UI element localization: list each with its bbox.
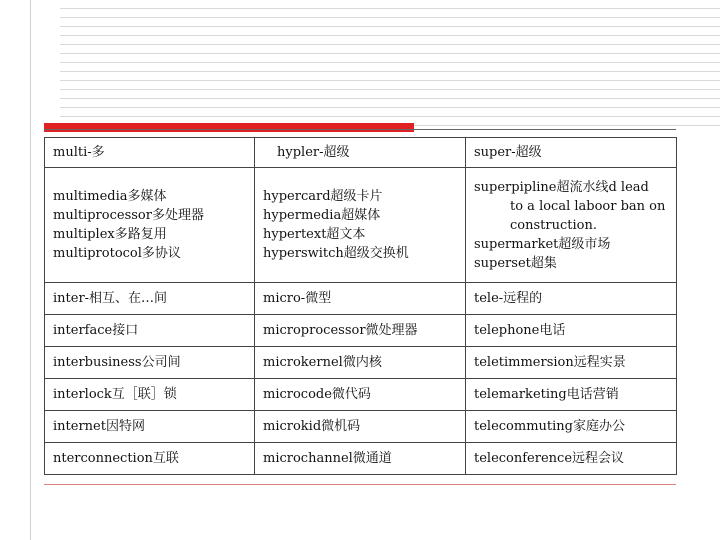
- table-cell: interlock互［联］锁: [45, 379, 255, 411]
- left-margin-line: [30, 0, 31, 540]
- table-cell: nterconnection互联: [45, 443, 255, 475]
- table-cell: telephone电话: [466, 315, 677, 347]
- header-label-hyper: hypler-超级: [277, 145, 350, 160]
- background-rule-lines: [0, 0, 720, 130]
- red-accent-bar: [44, 123, 414, 132]
- top-divider: [44, 129, 676, 130]
- table-cell: internet因特网: [45, 411, 255, 443]
- list-item: superset超集: [474, 255, 557, 271]
- table-cell: microkid微机码: [255, 411, 466, 443]
- list-item: supermarket超级市场: [474, 236, 611, 252]
- super-examples-cell: [466, 168, 677, 283]
- vocabulary-table: [44, 137, 677, 475]
- list-item: hypercard超级卡片: [263, 189, 383, 204]
- list-item: construction.: [510, 217, 597, 233]
- table-row-prefix-examples: [45, 168, 677, 283]
- table-cell: teleconference远程会议: [466, 443, 677, 475]
- table-row: [45, 443, 677, 475]
- table-row: [45, 283, 677, 315]
- table-cell: tele-远程的: [466, 283, 677, 315]
- bottom-divider: [44, 484, 676, 485]
- list-item: hypermedia超媒体: [263, 208, 381, 223]
- header-cell-hyper: [255, 138, 466, 168]
- table-row: [45, 315, 677, 347]
- list-item: multiprocessor多处理器: [53, 208, 204, 223]
- table-cell: telemarketing电话营销: [466, 379, 677, 411]
- list-item: superpipline超流水线d lead: [474, 179, 649, 195]
- table-cell: inter-相互、在…间: [45, 283, 255, 315]
- list-item: hypertext超文本: [263, 227, 366, 242]
- header-cell-super: super-超级: [466, 138, 677, 168]
- table-cell: telecommuting家庭办公: [466, 411, 677, 443]
- header-cell-multi: multi-多: [45, 138, 255, 168]
- table-cell: microprocessor微处理器: [255, 315, 466, 347]
- table-cell: microcode微代码: [255, 379, 466, 411]
- table-cell: micro-微型: [255, 283, 466, 315]
- table-header-row: [45, 138, 677, 168]
- multi-examples-cell: [45, 168, 255, 283]
- table-cell: microkernel微内核: [255, 347, 466, 379]
- table-row: [45, 347, 677, 379]
- list-item: multimedia多媒体: [53, 189, 167, 204]
- table-cell: interface接口: [45, 315, 255, 347]
- table-cell: teletimmersion远程实景: [466, 347, 677, 379]
- table-row: [45, 379, 677, 411]
- table-row: [45, 411, 677, 443]
- list-item: multiprotocol多协议: [53, 246, 181, 261]
- list-item: hyperswitch超级交换机: [263, 246, 409, 261]
- table-cell: interbusiness公司间: [45, 347, 255, 379]
- list-item: multiplex多路复用: [53, 227, 167, 242]
- hyper-examples-cell: [255, 168, 466, 283]
- table-cell: microchannel微通道: [255, 443, 466, 475]
- list-item: to a local laboor ban on: [510, 198, 666, 214]
